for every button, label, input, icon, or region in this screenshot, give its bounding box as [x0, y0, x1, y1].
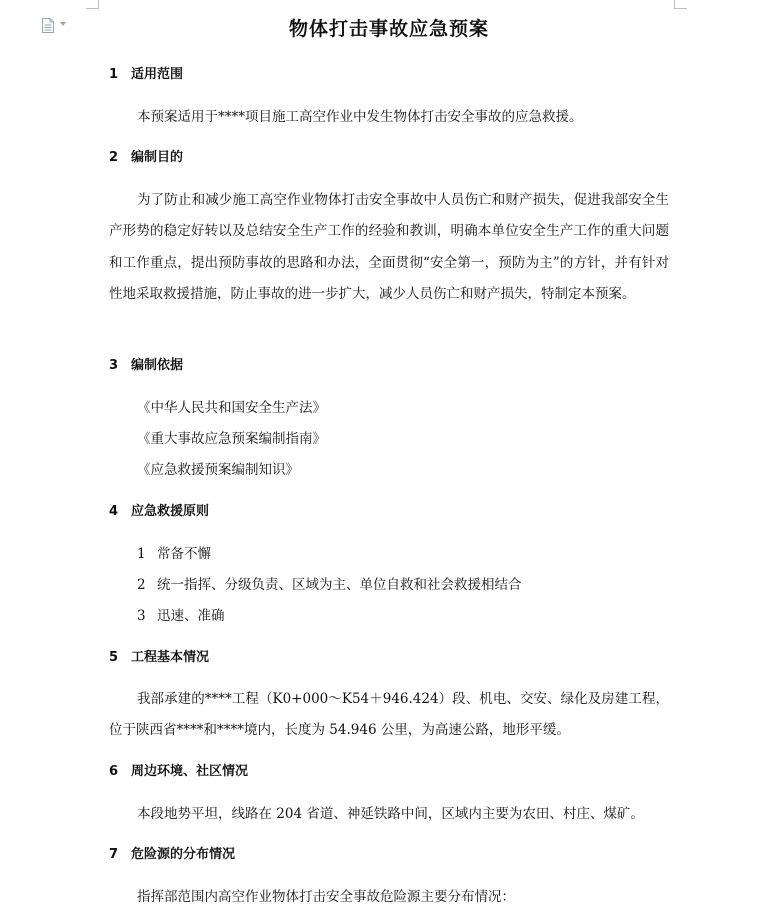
margin-corner-mark-left: [86, 0, 99, 9]
section-title: 应急救援原则: [131, 504, 210, 519]
section-heading-6: [109, 762, 248, 782]
document-title: 物体打击事故应急预案: [288, 18, 489, 40]
section-title: 工程基本情况: [131, 650, 210, 665]
section-heading-1: [109, 65, 183, 85]
section-title: 编制依据: [131, 358, 184, 373]
section-number: 6: [109, 764, 119, 779]
list-item: [137, 544, 211, 564]
list-item: 《中华人民共和国安全生产法》: [137, 400, 326, 416]
section-paragraph-5: 我部承建的****工程（K0+000～K54＋946.424）段、机电、交安、绿化及房建工程，位于陕西省****和****境内，长度为 54.946 公里，为高速公路，地形平缓。: [109, 691, 669, 739]
section-number: 2: [109, 150, 119, 165]
section-title: 危险源的分布情况: [131, 847, 236, 862]
section-number: 7: [109, 847, 119, 862]
section-number: 5: [109, 650, 119, 665]
section-title: 适用范围: [131, 67, 184, 82]
section-heading-3: [109, 356, 183, 376]
section-title: 编制目的: [131, 150, 184, 165]
list-item-number: 1: [137, 546, 146, 562]
section-heading-4: [109, 502, 209, 522]
section-heading-7: [109, 845, 235, 865]
section-heading-2: [109, 148, 183, 168]
list-item-text: 统一指挥、分级负责、区域为主、单位自救和社会救援相结合: [157, 577, 522, 593]
list-item: [137, 575, 522, 595]
section-title: 周边环境、社区情况: [131, 764, 249, 779]
section-paragraph-6: 本段地势平坦，线路在 204 省道、神延铁路中间，区域内主要为农田、村庄、煤矿。: [137, 806, 644, 822]
list-item-text: 常备不懈: [157, 546, 211, 562]
list-item-text: 迅速、准确: [157, 608, 225, 624]
section-number: 1: [109, 67, 119, 82]
list-item-number: 3: [137, 608, 146, 624]
list-item: 《应急救援预案编制知识》: [137, 462, 299, 478]
section-paragraph-2: 为了防止和减少施工高空作业物体打击安全事故中人员伤亡和财产损失，促进我部安全生产形势的稳定好转以及总结安全生产工作的经验和教训，明确本单位安全生产工作的重大问题和工作重点，提出预防事故的思路和办法，全面贯彻“安全第一，预防为主”的方针，并有针对性地采取救援措施，防止事故的进一步扩大，减少人员伤亡和财产损失，特制定本预案。: [109, 192, 669, 303]
section-paragraph-1: 本预案适用于****项目施工高空作业中发生物体打击安全事故的应急救援。: [137, 109, 583, 125]
section-paragraph-7: 指挥部范围内高空作业物体打击安全事故危险源主要分布情况：: [137, 889, 515, 905]
section-number: 4: [109, 504, 119, 519]
list-item: 《重大事故应急预案编制指南》: [137, 431, 326, 447]
section-heading-5: [109, 648, 209, 668]
list-item: [137, 606, 225, 626]
list-item-number: 2: [137, 577, 146, 593]
section-number: 3: [109, 358, 119, 373]
margin-corner-mark-right: [674, 0, 687, 9]
